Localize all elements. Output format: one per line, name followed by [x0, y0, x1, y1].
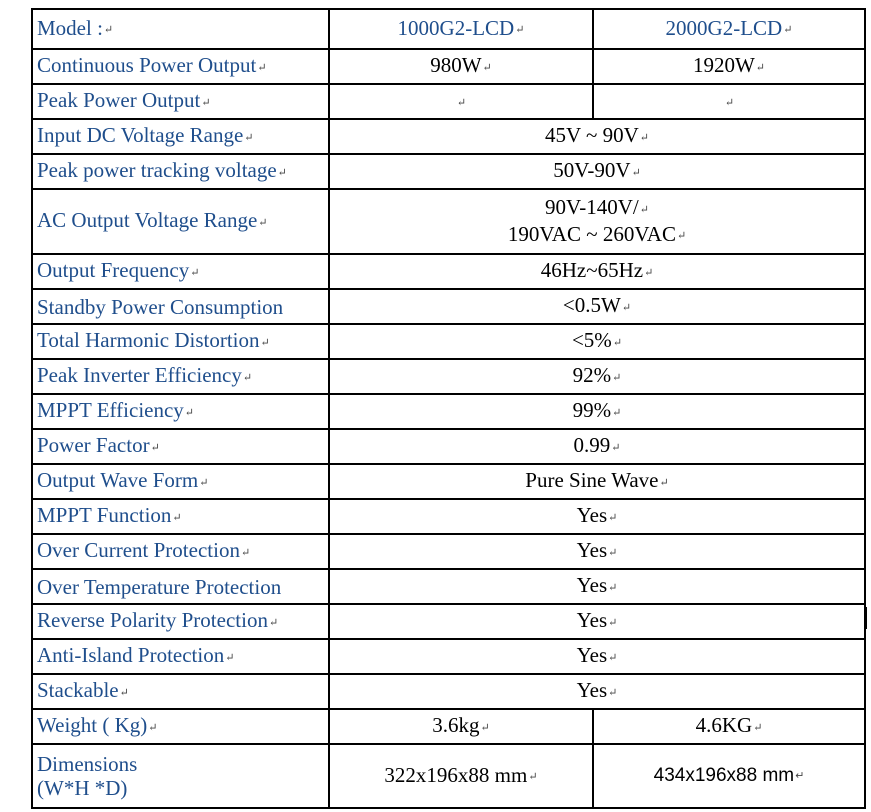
table-row [32, 639, 865, 674]
model-1000-cell: 1000G2-LCD↵ [329, 9, 593, 49]
row-value-2000: ↵ [593, 84, 865, 119]
row-value: 92%↵ [329, 359, 865, 394]
table-row [32, 254, 865, 289]
row-value: 0.99↵ [329, 429, 865, 464]
row-label: Power Factor↵ [32, 429, 329, 464]
header-label: Model : [37, 15, 103, 40]
row-label: MPPT Function↵ [32, 499, 329, 534]
page-edge-mark [864, 607, 867, 629]
row-value: 50V-90V↵ [329, 154, 865, 189]
row-value: Yes↵ [329, 499, 865, 534]
table-row [32, 499, 865, 534]
table-row [32, 289, 865, 324]
row-label: Standby Power Consumption [32, 289, 329, 324]
row-value: 46Hz~65Hz↵ [329, 254, 865, 289]
table-row [32, 394, 865, 429]
table-row [32, 674, 865, 709]
row-value-1000: 3.6kg↵ [329, 709, 593, 744]
row-label: Output Frequency↵ [32, 254, 329, 289]
table-row [32, 359, 865, 394]
row-value: 99%↵ [329, 394, 865, 429]
spec-table [31, 8, 866, 809]
row-value: Yes↵ [329, 639, 865, 674]
row-value: Yes↵ [329, 569, 865, 604]
row-value: Yes↵ [329, 534, 865, 569]
row-value: <0.5W↵ [329, 289, 865, 324]
table-header-row [32, 9, 865, 49]
table-row [32, 119, 865, 154]
row-label: Stackable↵ [32, 674, 329, 709]
row-label: Peak power tracking voltage↵ [32, 154, 329, 189]
row-label: Peak Inverter Efficiency↵ [32, 359, 329, 394]
table-row [32, 744, 865, 808]
row-value: 90V-140V/↵ 190VAC ~ 260VAC↵ [329, 189, 865, 254]
row-label: Anti-Island Protection↵ [32, 639, 329, 674]
model-2000: 2000G2-LCD [665, 15, 783, 40]
table-row [32, 464, 865, 499]
row-value-2000: 434x196x88 mm↵ [593, 744, 865, 808]
row-label: Weight ( Kg)↵ [32, 709, 329, 744]
row-label: Dimensions (W*H *D) [32, 744, 329, 808]
row-label: MPPT Efficiency↵ [32, 394, 329, 429]
row-label: Peak Power Output↵ [32, 84, 329, 119]
table-row [32, 84, 865, 119]
row-label: Over Current Protection↵ [32, 534, 329, 569]
row-label: Total Harmonic Distortion↵ [32, 324, 329, 359]
table-row [32, 324, 865, 359]
table-row [32, 534, 865, 569]
header-label-cell: Model :↵ [32, 9, 329, 49]
row-value-2000: 4.6KG↵ [593, 709, 865, 744]
row-value-1000: 322x196x88 mm↵ [329, 744, 593, 808]
table-row [32, 429, 865, 464]
row-value: Yes↵ [329, 604, 865, 639]
model-1000: 1000G2-LCD [397, 15, 515, 40]
row-label: Reverse Polarity Protection↵ [32, 604, 329, 639]
row-value-2000: 1920W↵ [593, 49, 865, 84]
row-label: Output Wave Form↵ [32, 464, 329, 499]
row-label: Over Temperature Protection [32, 569, 329, 604]
table-row [32, 154, 865, 189]
spec-table-frame [31, 8, 864, 809]
table-row [32, 569, 865, 604]
model-2000-cell: 2000G2-LCD↵ [593, 9, 865, 49]
row-value: Pure Sine Wave↵ [329, 464, 865, 499]
row-label: Input DC Voltage Range↵ [32, 119, 329, 154]
row-value-1000: ↵ [329, 84, 593, 119]
row-value: Yes↵ [329, 674, 865, 709]
table-row [32, 189, 865, 254]
table-row [32, 604, 865, 639]
table-row [32, 709, 865, 744]
row-label: Continuous Power Output↵ [32, 49, 329, 84]
row-value-1000: 980W↵ [329, 49, 593, 84]
row-value: 45V ~ 90V↵ [329, 119, 865, 154]
row-label: AC Output Voltage Range↵ [32, 189, 329, 254]
row-value: <5%↵ [329, 324, 865, 359]
table-row [32, 49, 865, 84]
